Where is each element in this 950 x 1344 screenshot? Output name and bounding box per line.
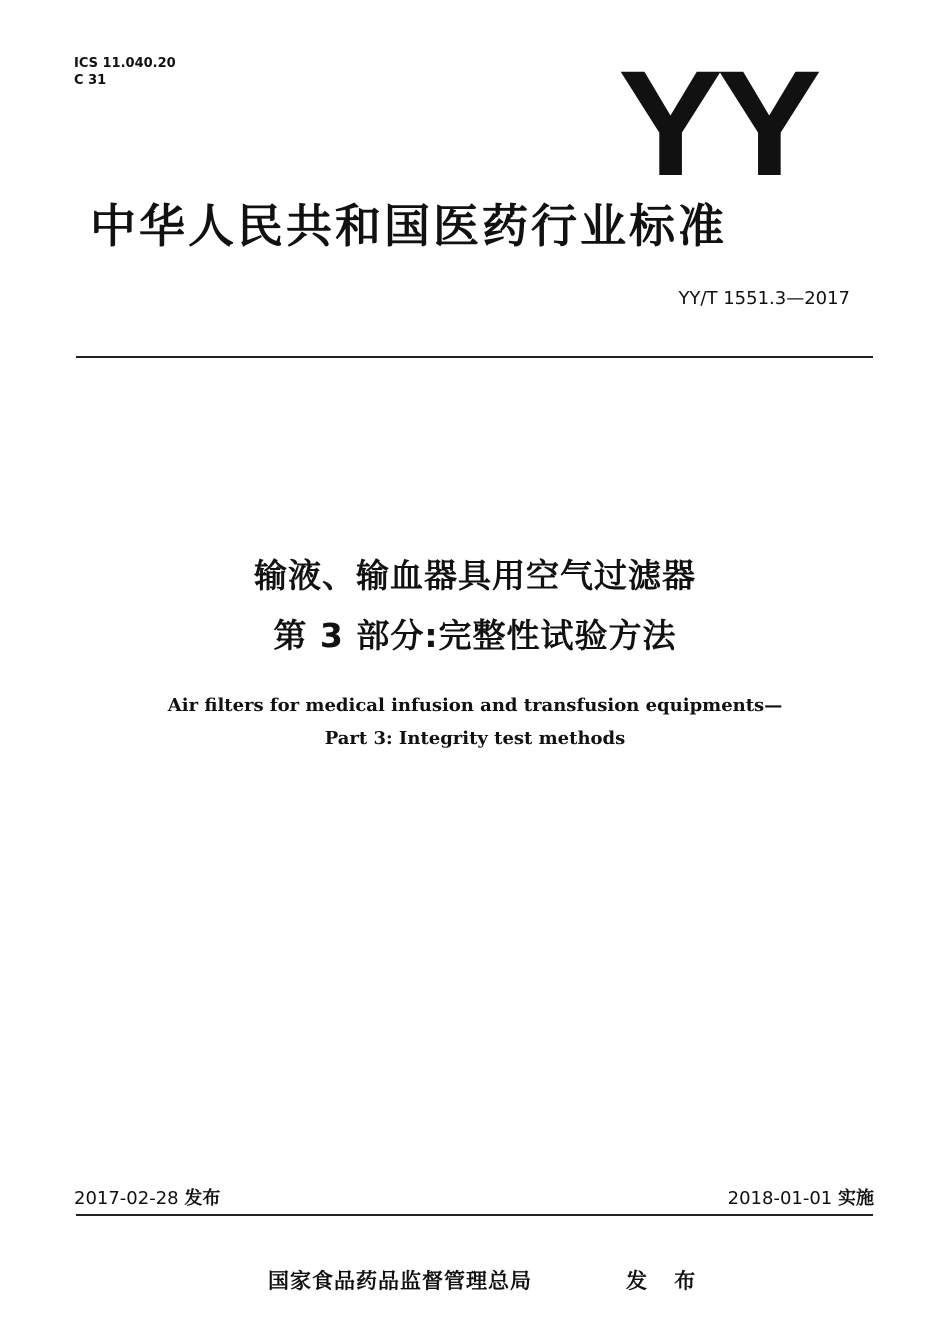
chinese-title-line-2: 第 3 部分:完整性试验方法: [273, 616, 677, 655]
ics-code: ICS 11.040.20: [74, 56, 176, 71]
english-title-line-2: Part 3: Integrity test methods: [324, 728, 626, 749]
implementation-label: 实施: [838, 1188, 874, 1209]
english-title-line-1: Air filters for medical infusion and transfusion equipments—: [167, 695, 783, 716]
header-divider: [76, 356, 873, 358]
publisher-name: 国家食品药品监督管理总局: [268, 1269, 532, 1293]
ccs-code: C 31: [74, 73, 107, 88]
footer-divider: [76, 1214, 873, 1216]
issue-date: [74, 1184, 220, 1210]
implementation-date-value: 2018-01-01: [727, 1188, 833, 1209]
publish-label: 发 布: [626, 1269, 706, 1293]
issue-label: 发布: [184, 1188, 221, 1209]
implementation-date: [728, 1184, 874, 1210]
yy-logo: YY: [618, 39, 816, 207]
standard-category-title: 中华人民共和国医药行业标准: [90, 199, 727, 253]
chinese-title-line-1: 输液、输血器具用空气过滤器: [254, 556, 696, 595]
classification-codes: [74, 55, 176, 89]
document-number: YY/T 1551.3—2017: [678, 288, 850, 309]
issue-date-value: 2017-02-28: [74, 1188, 179, 1209]
